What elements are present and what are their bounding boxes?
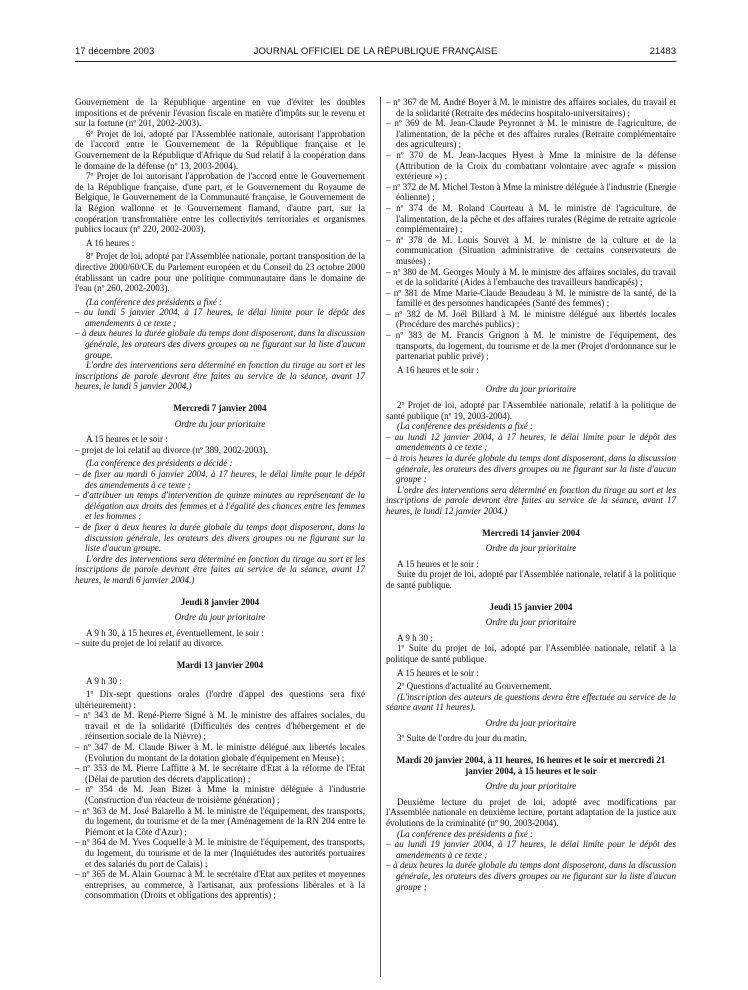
day-heading: Jeudi 15 janvier 2004: [489, 601, 573, 612]
oral-question: – nº 381 de Mme Marie-Claude Beaudeau à M. le ministre de la santé, de la famille et des personnes handicapées (Santé des femmes) ;: [386, 287, 676, 309]
day-heading: Mercredi 7 janvier 2004: [173, 403, 267, 414]
conference-item: – de fixer au mardi 6 janvier 2004, à 17 heures, le délai limite pour le dépôt des amendements à ce texte ;: [75, 469, 365, 490]
paragraph: 7º Projet de loi autorisant l'approbation de l'accord entre le Gouvernement de la République française, d'une part, et le Gouvernement du Royaume de Belgique, le Gouvernement de la Communauté française, le Gouvernement de la Région wallonne et le Gouvernement flamand, d'autre part, sur la coopération transfrontalière entre les collectivités territoriales et organismes publics locaux (nº 220, 2002-2003).: [75, 171, 365, 235]
conference-item: – au lundi 5 janvier 2004, à 17 heures, le délai limite pour le dépôt des amendements à ce texte ;: [75, 307, 365, 328]
running-header: [75, 46, 676, 60]
agenda-subheading: Ordre du jour prioritaire: [485, 384, 577, 395]
agenda-item: – suite du projet de loi relatif au divorce.: [75, 638, 224, 649]
oral-question: – nº 367 de M. André Boyer à M. le ministre des affaires sociales, du travail et de la solidarité (Retraite des médecins hospitalo-universitaires) ;: [386, 97, 676, 118]
right-column: [386, 97, 676, 892]
agenda-item: Suite du projet de loi, adopté par l'Assemblée nationale, relatif à la politique de santé publique.: [386, 569, 676, 590]
header-date: 17 décembre 2003: [75, 46, 155, 57]
header-rule: [75, 61, 676, 62]
oral-question: – nº 380 de M. Georges Mouly à M. le ministre des affaires sociales, du travail et de la solidarité (Aides à l'embauche des travailleurs handicapés) ;: [386, 266, 676, 288]
day-heading: Jeudi 8 janvier 2004: [180, 596, 260, 607]
conference-note: L'ordre des interventions sera déterminé en fonction du tirage au sort et les inscriptions de parole devront être faites au service de la séance, avant 17 heures, le mardi 6 janvier 2004.): [75, 553, 365, 585]
day-heading: Mardi 13 janvier 2004: [176, 659, 264, 670]
oral-question: – nº 343 de M. René-Pierre Signé à M. le ministre des affaires sociales, du travail et de la solidarité (Difficultés des centres d'hébergement et de réinsertion sociale de la Nièvre) ;: [75, 710, 365, 742]
oral-question: – nº 378 de M. Louis Souvet à M. le ministre de la culture et de la communication (Situation administrative de certains conservateurs de musées) ;: [386, 234, 676, 266]
conference-note: L'ordre des interventions sera déterminé en fonction du tirage au sort et les inscriptions de parole devront être faites au service de la séance, avant 17 heures, le lundi 12 janvier 2004.): [386, 484, 676, 516]
paragraph: 8º Projet de loi, adopté par l'Assemblée nationale, portant transposition de la directive 2000/60/CE du Parlement européen et du Conseil du 23 octobre 2000 établissant un cadre pour une politique communautaire dans le domaine de l'eau (nº 260, 2002-2003).: [75, 251, 365, 294]
time-heading: A 9 h 30 :: [86, 675, 122, 686]
oral-question: – nº 383 de M. Francis Grignon à M. le ministre de l'équipement, des transports, du logement, du tourisme et de la mer (Projet d'ordonnance sur le partenariat public privé) ;: [386, 330, 676, 362]
agenda-item: 3º Suite de l'ordre du jour du matin.: [397, 733, 527, 744]
oral-question: – nº 347 de M. Claude Biwer à M. le ministre délégué aux libertés locales (Evolution du montant de la dotation globale d'équipement en Meuse) ;: [75, 742, 365, 763]
conference-item: – au lundi 12 janvier 2004, à 17 heures, le délai limite pour le dépôt des amendements à ce texte ;: [386, 431, 676, 453]
oral-question: – nº 372 de M. Michel Teston à Mme la ministre déléguée à l'industrie (Energie éolienne) ;: [386, 181, 676, 203]
conference-note: (La conférence des présidents a fixé :: [397, 828, 534, 839]
agenda-item: Deuxième lecture du projet de loi, adopté avec modifications par l'Assemblée nationale en deuxième lecture, portant adaptation de la justice aux évolutions de la criminalité (nº 90, 2003-2004).: [386, 796, 676, 829]
agenda-item: 2º Projet de loi, adopté par l'Assemblée nationale, relatif à la politique de santé publique (nº 19, 2003-2004).: [386, 400, 676, 421]
time-heading: A 15 heures et le soir :: [397, 667, 479, 678]
agenda-subheading: Ordre du jour prioritaire: [485, 717, 577, 728]
time-heading: A 16 heures et le soir :: [397, 364, 479, 375]
time-heading: A 9 h 30, à 15 heures et, éventuellement, le soir :: [86, 627, 264, 638]
left-column: [75, 97, 365, 901]
oral-question: – nº 374 de M. Roland Courteau à M. le ministre de l'agriculture, de l'alimentation, de la pêche et des affaires rurales (Régime de retraite agricole complémentaire) ;: [386, 202, 676, 235]
oral-question: – nº 369 de M. Jean-Claude Peyronnet à M. le ministre de l'agriculture, de l'alimentation, de la pêche et des affaires rurales (Retraite complémentaire des agriculteurs) ;: [386, 118, 676, 150]
oral-question: – nº 353 de M. Pierre Laffitte à M. le secrétaire d'Etat à la réforme de l'Etat (Délai de parution des décrets d'application) ;: [75, 763, 365, 784]
agenda-item: 2º Questions d'actualité au Gouvernement.: [397, 681, 552, 692]
agenda-subheading: Ordre du jour prioritaire: [485, 781, 577, 792]
agenda-item: 1º Suite du projet de loi, adopté par l'Assemblée nationale, relatif à la politique de santé publique.: [386, 643, 676, 664]
agenda-subheading: Ordre du jour prioritaire: [485, 543, 577, 554]
time-heading: A 9 h 30 :: [397, 632, 433, 643]
conference-item: – à trois heures la durée globale du temps dont disposeront, dans la discussion générale, les orateurs des divers groupes ou ne figurant sur la liste d'aucun groupe ;: [386, 453, 676, 485]
conference-item: – à deux heures la durée globale du temps dont disposeront, dans la discussion générale, les orateurs des divers groupes ou ne figurant sur la liste d'aucun groupe.: [75, 328, 365, 360]
day-heading: Mercredi 14 janvier 2004: [482, 527, 580, 538]
oral-question: – nº 354 de M. Jean Bizet à Mme la ministre déléguée à l'industrie (Construction d'un réacteur de troisième génération) ;: [75, 784, 365, 806]
agenda-subheading: Ordre du jour prioritaire: [174, 418, 266, 429]
column-separator: [380, 97, 381, 977]
time-heading: A 15 heures et le soir :: [397, 558, 479, 569]
agenda-item: 1º Dix-sept questions orales (l'ordre d'appel des questions sera fixé ultérieurement) :: [75, 689, 365, 710]
conference-note: (La conférence des présidents a fixé :: [397, 421, 534, 432]
inscription-note: (L'inscription des auteurs de questions devra être effectuée au service de la séance avant 11 heures).: [386, 691, 676, 713]
oral-question: – nº 363 de M. José Balarello à M. le ministre de l'équipement, des transports, du logement, du tourisme et de la mer (Aménagement de la RN 204 entre le Piémont et la Côte d'Azur) ;: [75, 805, 365, 837]
time-heading: A 16 heures :: [86, 237, 135, 248]
conference-item: – d'attribuer un temps d'intervention de quinze minutes au représentant de la délégation aux droits des femmes et à l'égalité des chances entre les femmes et les hommes ;: [75, 490, 365, 522]
oral-question: – nº 365 de M. Alain Gournac à M. le secrétaire d'Etat aux petites et moyennes entreprises, au commerce, à l'artisanat, aux professions libérales et à la consommation (Droits et obligations des apprentis) ;: [75, 869, 365, 901]
conference-item: – à deux heures la durée globale du temps dont disposeront, dans la discussion générale, les orateurs des divers groupes ou ne figurant sur la liste d'aucun groupe ;: [386, 860, 676, 892]
oral-question: – nº 370 de M. Jean-Jacques Hyest à Mme la ministre de la défense (Attribution de la Croix du combattant volontaire avec agrafe « mission extérieure ») ;: [386, 149, 676, 182]
conference-note: (La conférence des présidents a décidé :: [86, 458, 233, 469]
conference-note: (La conférence des présidents a fixé :: [86, 296, 223, 307]
day-heading: Mardi 20 janvier 2004, à 11 heures, 16 heures et le soir et mercredi 21 janvier 2004, à 15 heures et le soir: [396, 755, 666, 776]
paragraph: Gouvernement de la République argentine en vue d'éviter les doubles impositions et de prévenir l'évasion fiscale en matière d'impôts sur le revenu et sur la fortune (nº 201, 2002-2003).: [75, 97, 365, 129]
agenda-subheading: Ordre du jour prioritaire: [485, 617, 577, 628]
conference-item: – au lundi 19 janvier 2004, à 17 heures, le délai limite pour le dépôt des amendements à ce texte ;: [386, 839, 676, 860]
paragraph: 6º Projet de loi, adopté par l'Assemblée nationale, autorisant l'approbation de l'accord entre le Gouvernement de la République française et le Gouvernement de la République d'Afrique du Sud relatif à la coopération dans le domaine de la défense (nº 13, 2003-2004).: [75, 128, 365, 171]
oral-question: – nº 382 de M. Joël Billard à M. le ministre délégué aux libertés locales (Procédure des marchés publics) ;: [386, 308, 676, 330]
agenda-subheading: Ordre du jour prioritaire: [174, 612, 266, 623]
agenda-item: – projet de loi relatif au divorce (nº 389, 2002-2003).: [75, 444, 268, 455]
conference-note: L'ordre des interventions sera déterminé en fonction du tirage au sort et les inscriptions de parole devront être faites au service de la séance, avant 17 heures, le lundi 5 janvier 2004.): [75, 360, 365, 392]
conference-item: – de fixer à deux heures la durée globale du temps dont disposeront, dans la discussion générale, les orateurs des divers groupes ou ne figurant sur la liste d'aucun groupe.: [75, 521, 365, 554]
header-page-number: 21483: [649, 46, 676, 57]
oral-question: – nº 364 de M. Yves Coquelle à M. le ministre de l'équipement, des transports, du logement, du tourisme et de la mer (Inquiétudes des autorités portuaires et des salariés du port de Calais) ;: [75, 837, 365, 869]
header-title: JOURNAL OFFICIEL DE LA RÉPUBLIQUE FRANÇAISE: [253, 46, 498, 57]
time-heading: A 15 heures et le soir :: [86, 434, 168, 445]
